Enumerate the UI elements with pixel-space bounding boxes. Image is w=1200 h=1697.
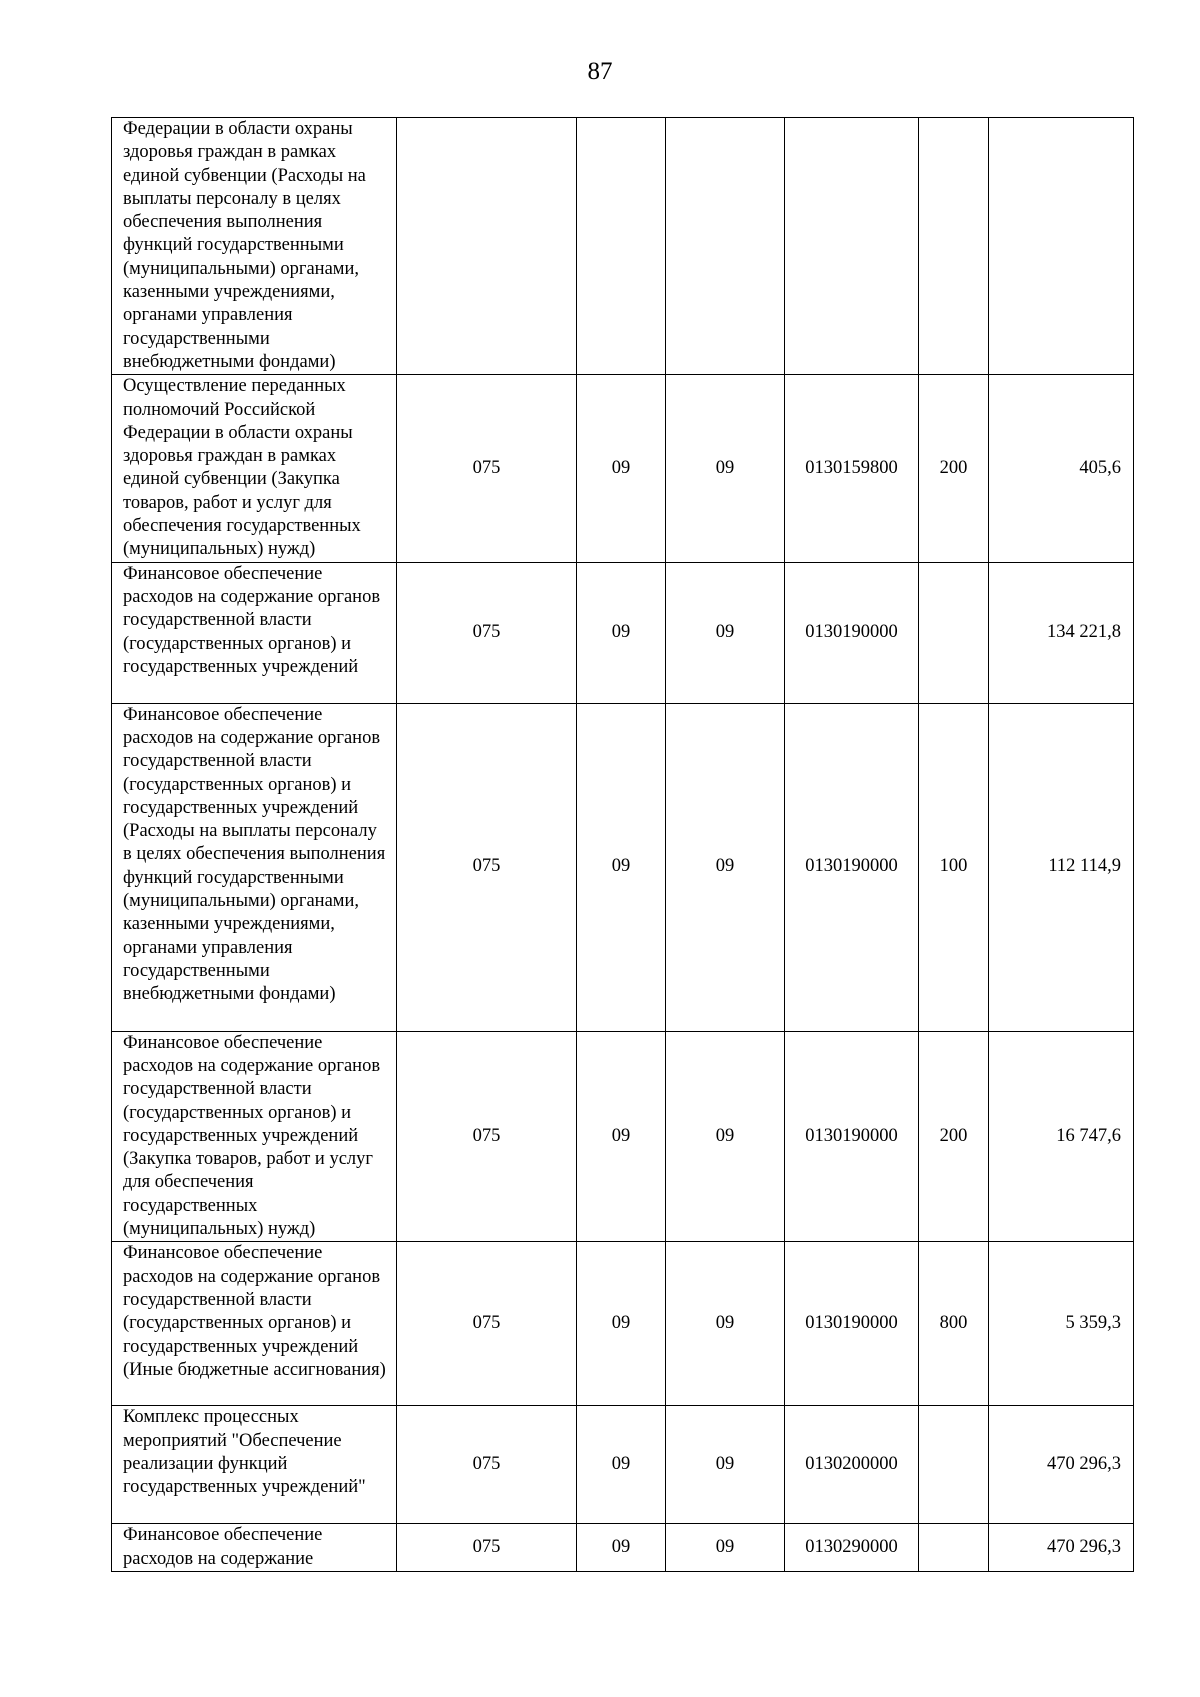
row-sum: 470 296,3 [989, 1524, 1134, 1572]
row-section: 09 [577, 1242, 666, 1406]
row-grbs: 075 [397, 1031, 577, 1242]
row-expense-type [919, 118, 989, 375]
table-row [112, 1524, 1134, 1572]
row-grbs: 075 [397, 1242, 577, 1406]
row-sum: 405,6 [989, 375, 1134, 562]
row-section: 09 [577, 562, 666, 703]
row-section: 09 [577, 703, 666, 1031]
row-sum: 5 359,3 [989, 1242, 1134, 1406]
row-section: 09 [577, 375, 666, 562]
row-grbs: 075 [397, 1406, 577, 1524]
page-number: 87 [587, 58, 613, 85]
row-subsection [666, 118, 785, 375]
table-row [112, 562, 1134, 703]
row-name: Финансовое обеспечение расходов на содержание органов государственной власти (государственных органов) и государственных учреждений [112, 562, 397, 703]
row-target-article: 0130190000 [785, 1031, 919, 1242]
row-subsection: 09 [666, 1406, 785, 1524]
row-expense-type: 200 [919, 375, 989, 562]
row-name: Комплекс процессных мероприятий "Обеспечение реализации функций государственных учреждений" [112, 1406, 397, 1524]
row-grbs: 075 [397, 1524, 577, 1572]
row-section: 09 [577, 1406, 666, 1524]
row-expense-type: 200 [919, 1031, 989, 1242]
table-row [112, 1031, 1134, 1242]
row-subsection: 09 [666, 562, 785, 703]
row-sum: 16 747,6 [989, 1031, 1134, 1242]
row-subsection: 09 [666, 375, 785, 562]
row-expense-type [919, 1406, 989, 1524]
row-grbs [397, 118, 577, 375]
row-target-article: 0130190000 [785, 562, 919, 703]
budget-table [111, 117, 1134, 1572]
row-name: Финансовое обеспечение расходов на содержание органов государственной власти (государственных органов) и государственных учреждений (Расходы на выплаты персоналу в целях обеспечения выполнения функций государственными (муниципальными) органами, казенными учреждениями, органами управления государственными внебюджетными фондами) [112, 703, 397, 1031]
table-row [112, 375, 1134, 562]
row-section: 09 [577, 1031, 666, 1242]
table-row [112, 703, 1134, 1031]
row-name: Осуществление переданных полномочий Российской Федерации в области охраны здоровья граждан в рамках единой субвенции (Закупка товаров, работ и услуг для обеспечения государственных (муниципальных) нужд) [112, 375, 397, 562]
table-row [112, 1242, 1134, 1406]
row-sum: 112 114,9 [989, 703, 1134, 1031]
row-subsection: 09 [666, 1524, 785, 1572]
row-expense-type [919, 1524, 989, 1572]
row-target-article: 0130200000 [785, 1406, 919, 1524]
row-target-article: 0130159800 [785, 375, 919, 562]
row-expense-type [919, 562, 989, 703]
row-subsection: 09 [666, 1242, 785, 1406]
table-row [112, 118, 1134, 375]
row-name: Федерации в области охраны здоровья граждан в рамках единой субвенции (Расходы на выплаты персоналу в целях обеспечения выполнения функций государственными (муниципальными) органами, казенными учреждениями, органами управления государственными внебюджетными фондами) [112, 118, 397, 375]
row-name: Финансовое обеспечение расходов на содержание [112, 1524, 397, 1572]
row-subsection: 09 [666, 1031, 785, 1242]
row-expense-type: 100 [919, 703, 989, 1031]
row-target-article: 0130290000 [785, 1524, 919, 1572]
row-target-article: 0130190000 [785, 1242, 919, 1406]
row-subsection: 09 [666, 703, 785, 1031]
row-section: 09 [577, 1524, 666, 1572]
row-expense-type: 800 [919, 1242, 989, 1406]
row-target-article: 0130190000 [785, 703, 919, 1031]
row-sum [989, 118, 1134, 375]
row-name: Финансовое обеспечение расходов на содержание органов государственной власти (государственных органов) и государственных учреждений (Иные бюджетные ассигнования) [112, 1242, 397, 1406]
row-sum: 470 296,3 [989, 1406, 1134, 1524]
row-sum: 134 221,8 [989, 562, 1134, 703]
row-grbs: 075 [397, 562, 577, 703]
row-section [577, 118, 666, 375]
row-target-article [785, 118, 919, 375]
row-name: Финансовое обеспечение расходов на содержание органов государственной власти (государственных органов) и государственных учреждений (Закупка товаров, работ и услуг для обеспечения государственных (муниципальных) нужд) [112, 1031, 397, 1242]
row-grbs: 075 [397, 703, 577, 1031]
row-grbs: 075 [397, 375, 577, 562]
table-row [112, 1406, 1134, 1524]
